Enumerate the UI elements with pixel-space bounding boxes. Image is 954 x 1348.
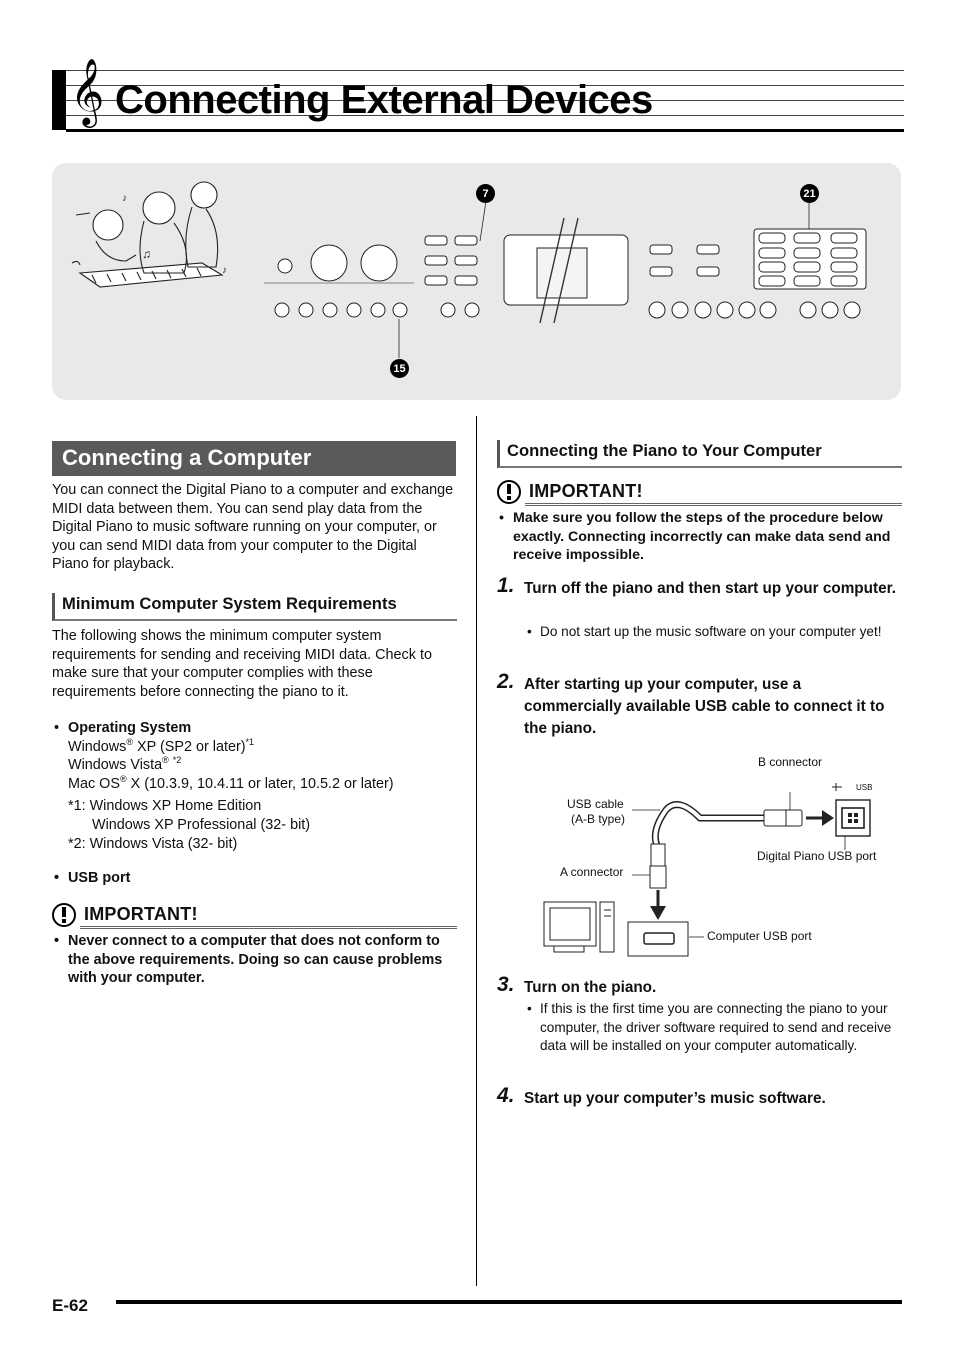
staff-line [66,70,904,71]
svg-text:♫: ♫ [142,247,151,261]
windows-word: Windows [68,738,127,755]
step-text: Turn on the piano. [524,979,657,996]
mac-word: Mac OS [68,775,120,792]
os-windows-xp: XP (SP2 or later) [137,738,246,755]
os-label: Operating System [68,720,192,736]
page-title: Connecting External Devices [115,78,653,122]
keyboard-panel-illustration [52,163,901,400]
footnote-1-line-2: Windows XP Professional (32- bit) [92,816,311,833]
lcd-display [504,218,628,323]
control-knobs [264,245,414,283]
step-3-note: • If this is the first time you are connecting the piano to your computer, the driver software required to send and receive data will be installed on your computer automatically. [524,1000,902,1056]
reg-mark: ® [126,736,134,747]
step-text: Start up your computer’s music software. [524,1090,826,1107]
min-requirements-heading: Minimum Computer System Requirements [52,593,457,621]
step-text: After starting up your computer, use a commercially available USB cable to connect it to the piano. [524,676,885,737]
os-vista: Windows Vista [68,757,163,774]
important-box-right [497,479,902,507]
b-connector-label: B connector [758,755,823,769]
step-number: 4. [497,1084,515,1107]
callout-15: 15 [390,359,409,378]
important-rule [80,926,457,930]
important-rule [525,503,902,507]
footnote-1-line-1: *1: Windows XP Home Edition [68,798,262,814]
important-label: IMPORTANT! [529,481,643,501]
warning-pencil-icon [497,480,521,504]
os-bullet [52,719,457,793]
step-number: 1. [497,574,515,597]
callout-7: 7 [476,184,495,203]
computer-usb-port-label: Computer USB port [707,929,812,943]
title-baseline [66,129,904,132]
footnote-ref-2: *2 [172,755,182,766]
column-divider [476,416,477,1286]
digital-piano-usb-port-label: Digital Piano USB port [757,849,877,863]
usb-cable-label-1: USB cable [567,797,624,811]
step-number: 2. [497,670,515,693]
step-1-note: • Do not start up the music software on your computer yet! [524,623,902,642]
footnote-1 [68,797,458,834]
os-mac: X (10.3.9, 10.4.11 or later, 10.5.2 or later) [130,775,394,792]
family-illustration [72,182,227,287]
usb-port-bullet: • USB port [52,869,457,888]
a-connector-label: A connector [560,865,624,879]
intro-paragraph: You can connect the Digital Piano to a computer and exchange MIDI data between them. You can send play data from the Digital Piano to music software running on your computer, or you can send MIDI data from your computer to the Digital Piano for playback. [52,482,454,573]
important-text-right: • Make sure you follow the steps of the procedure below exactly. Connecting incorrectly can make data send and receive impossible. [497,509,902,565]
footnote-2: *2: Windows Vista (32- bit) [68,836,238,852]
callout-21: 21 [800,184,819,203]
page-number: E-62 [52,1296,88,1315]
usb-connection-diagram [540,752,902,962]
usb-cable-label-2: (A-B type) [571,812,626,826]
reg-mark: ® [162,755,169,766]
section-heading: Connecting a Computer [52,441,456,476]
important-box-left [52,902,457,930]
important-text-left: • Never connect to a computer that does not conform to the above requirements. Doing so can cause problems with your computer. [52,932,457,988]
connecting-piano-heading: Connecting the Piano to Your Computer [497,440,902,468]
warning-pencil-icon [52,903,76,927]
number-pad [754,229,866,289]
step-number: 3. [497,973,515,996]
title-block [52,70,66,130]
svg-text:♪: ♪ [122,193,127,204]
reg-mark: ® [119,773,127,784]
footnote-ref-1: *1 [245,736,255,747]
important-label: IMPORTANT! [84,904,198,924]
footer-rule [116,1300,902,1304]
min-requirements-text: The following shows the minimum computer system requirements for sending and receiving MIDI data. Check to make sure that your computer complies with these requirements before connecting the piano to it. [52,628,432,700]
svg-text:♪: ♪ [222,265,227,276]
treble-clef-icon: 𝄞 [70,57,105,125]
title-bar [52,57,904,134]
usb-logo-label: USB [856,783,873,792]
step-text: Turn off the piano and then start up your computer. [524,580,896,597]
